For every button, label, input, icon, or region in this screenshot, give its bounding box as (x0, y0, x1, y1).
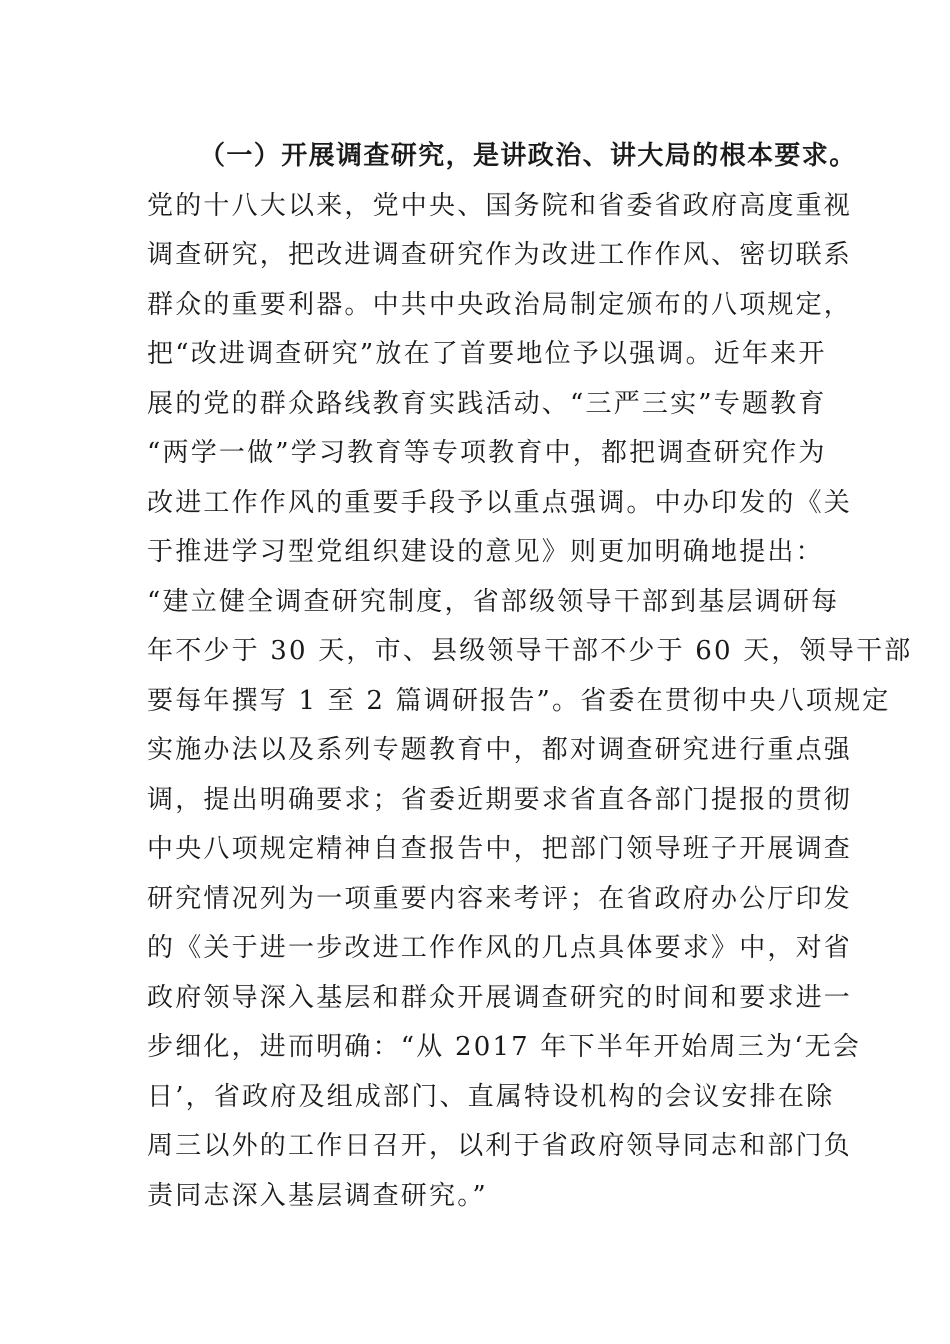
body-line: 党的十八大以来，党中央、国务院和省委省政府高度重视 (147, 190, 853, 221)
body-line: 改进工作作风的重要手段予以重点强调。中办印发的《关 (147, 487, 853, 518)
body-line: 的《关于进一步改进工作作风的几点具体要求》中，对省 (147, 933, 853, 963)
body-line: 政府领导深入基层和群众开展调查研究的时间和要求进一 (147, 982, 853, 1013)
body-line: 研究情况列为一项重要内容来考评；在省政府办公厅印发 (147, 883, 853, 914)
body-line: 调，提出明确要求；省委近期要求省直各部门提报的贯彻 (147, 784, 853, 815)
body-line: 年不少于 30 天，市、县级领导干部不少于 60 天，领导干部 (147, 636, 913, 666)
body-line: 步细化，进而明确：“从 2017 年下半年开始周三为‘无会 (147, 1032, 862, 1062)
body-line: 于推进学习型党组织建设的意见》则更加明确地提出： (147, 537, 824, 567)
body-line: 群众的重要利器。中共中央政治局制定颁布的八项规定， (147, 289, 853, 320)
body-line: 要每年撰写 1 至 2 篇调研报告”。省委在贯彻中央八项规定 (147, 685, 891, 716)
body-line: 实施办法以及系列专题教育中，都对调查研究进行重点强 (147, 735, 853, 765)
body-line: 周三以外的工作日召开，以利于省政府领导同志和部门负 (147, 1131, 853, 1161)
document-body (147, 132, 913, 1221)
body-line: 中央八项规定精神自查报告中，把部门领导班子开展调查 (147, 834, 853, 864)
body-line: 日’，省政府及组成部门、直属特设机构的会议安排在除 (147, 1081, 835, 1112)
body-line: “两学一做”学习教育等专项教育中，都把调查研究作为 (147, 438, 827, 468)
body-line: 责同志深入基层调查研究。” (147, 1180, 488, 1211)
body-line: 展的党的群众路线教育实践活动、“三严三实”专题教育 (147, 388, 827, 419)
body-line: “建立健全调查研究制度，省部级领导干部到基层调研每 (147, 586, 840, 617)
body-line: 把“改进调查研究”放在了首要地位予以强调。近年来开 (147, 339, 827, 369)
body-line: 调查研究，把改进调查研究作为改进工作作风、密切联系 (147, 240, 853, 270)
section-heading: （一）开展调查研究，是讲政治、讲大局的根本要求。 (199, 141, 857, 171)
